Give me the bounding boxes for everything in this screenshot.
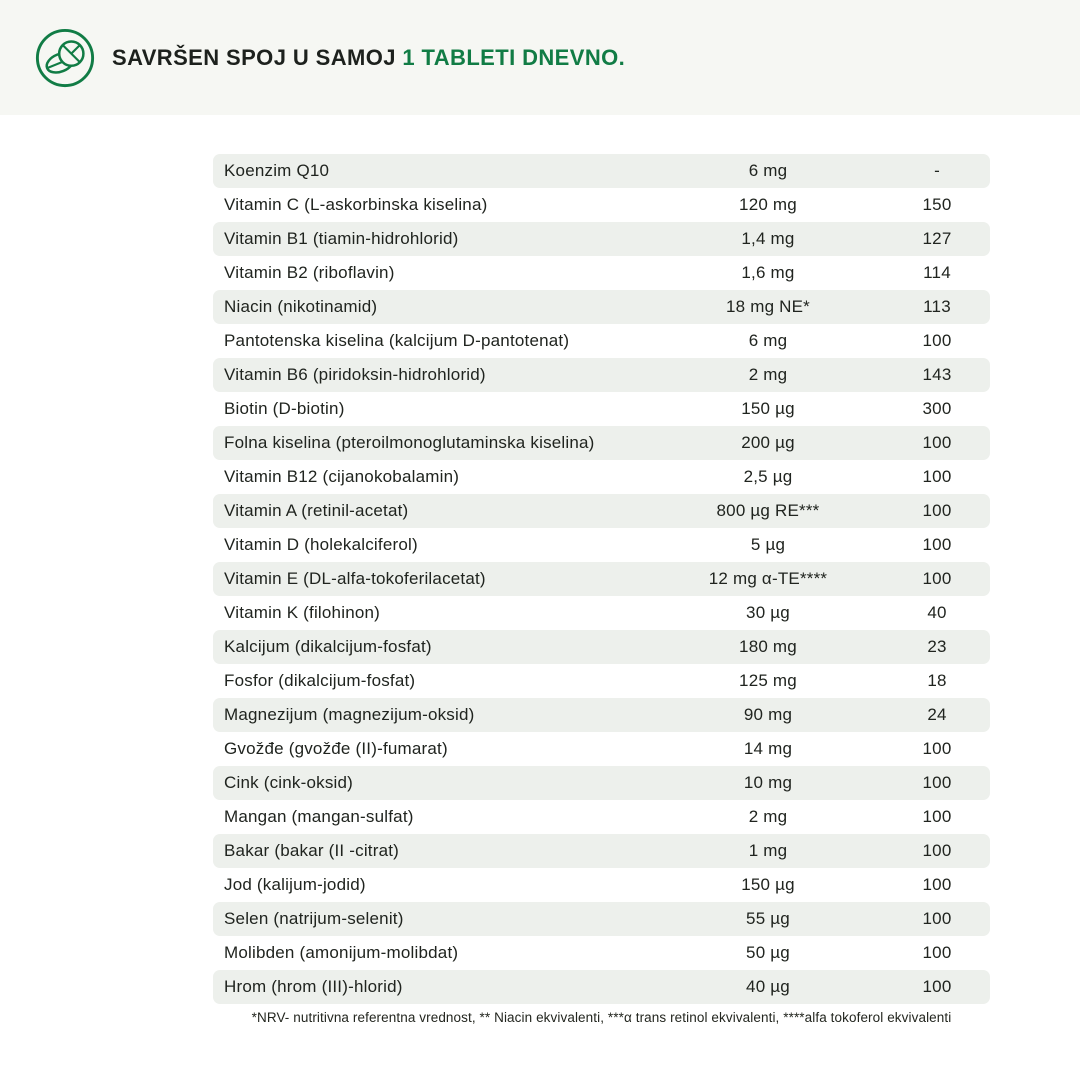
ingredient-amount: 200 µg [741,433,795,452]
nrv-percent: 100 [922,501,952,520]
nrv-percent: 143 [922,365,952,384]
ingredient-amount: 180 mg [739,637,797,656]
nrv-percent: 300 [922,399,952,418]
ingredient-name: Vitamin B1 (tiamin-hidrohlorid) [224,229,459,248]
ingredient-amount: 1,6 mg [741,263,795,282]
ingredient-name: Vitamin C (L-askorbinska kiselina) [224,195,488,214]
ingredient-amount: 150 µg [741,399,795,418]
table-row [213,154,990,188]
table-row [213,528,990,562]
nrv-percent: 100 [922,331,952,350]
ingredient-name: Gvožđe (gvožđe (II)-fumarat) [224,739,448,758]
ingredient-amount: 6 mg [748,161,788,180]
ingredient-amount: 5 µg [750,535,786,554]
ingredient-name: Vitamin B12 (cijanokobalamin) [224,467,460,486]
table-row [213,290,990,324]
nrv-percent: 113 [923,297,951,316]
table-row [213,562,990,596]
ingredient-amount: 40 µg [746,977,790,996]
nrv-percent: 100 [922,569,952,588]
nrv-percent: 150 [922,195,952,214]
ingredient-amount: 30 µg [746,603,790,622]
table-row [213,698,990,732]
ingredient-name: Niacin (nikotinamid) [224,297,378,316]
ingredient-amount: 150 µg [741,875,795,894]
table-row [213,256,990,290]
ingredient-amount: 2 mg [748,365,788,384]
ingredient-name: Molibden (amonijum-molibdat) [224,943,459,962]
page-title-dark: SAVRŠEN SPOJ U SAMOJ [112,44,396,70]
ingredient-name: Bakar (bakar (II -citrat) [224,841,400,860]
ingredient-name: Kalcijum (dikalcijum-fosfat) [224,637,432,656]
nrv-percent: 100 [922,807,952,826]
ingredient-name: Pantotenska kiselina (kalcijum D-pantotenat) [224,331,570,350]
footnote: *NRV- nutritivna referentna vrednost, ** Niacin ekvivalenti, ***α trans retinol ekvivalenti, ****alfa tokoferol ekvivalenti [251,1010,952,1025]
nrv-percent: 18 [927,671,947,690]
nrv-percent: 40 [927,603,947,622]
ingredient-name: Vitamin D (holekalciferol) [224,535,418,554]
table-row [213,596,990,630]
nrv-percent: 100 [922,943,952,962]
ingredient-amount: 2,5 µg [743,467,793,486]
ingredient-amount: 10 mg [743,773,793,792]
table-row [213,460,990,494]
ingredient-amount: 120 mg [739,195,797,214]
nrv-percent: 100 [922,977,952,996]
ingredient-name: Jod (kalijum-jodid) [224,875,366,894]
ingredient-name: Cink (cink-oksid) [224,773,354,792]
nutrition-table [213,154,990,1004]
table-row [213,426,990,460]
ingredient-name: Folna kiselina (pteroilmonoglutaminska kiselina) [224,433,595,452]
table-row [213,732,990,766]
ingredient-name: Fosfor (dikalcijum-fosfat) [224,671,416,690]
table-row [213,766,990,800]
nrv-percent: 100 [922,875,952,894]
table-row [213,868,990,902]
table-row [213,358,990,392]
ingredient-amount: 55 µg [746,909,790,928]
nrv-percent: 24 [927,705,947,724]
ingredient-amount: 1,4 mg [741,229,795,248]
ingredient-name: Hrom (hrom (III)-hlorid) [224,977,403,996]
nrv-percent: 100 [922,841,952,860]
ingredient-name: Vitamin A (retinil-acetat) [224,501,409,520]
ingredient-amount: 50 µg [746,943,790,962]
ingredient-amount: 1 mg [748,841,788,860]
nrv-percent: 100 [922,433,952,452]
nrv-percent: 100 [922,909,952,928]
page-title [112,45,625,71]
nrv-percent: - [934,161,940,180]
ingredient-name: Vitamin B2 (riboflavin) [224,263,395,282]
nrv-percent: 114 [923,263,951,282]
ingredient-name: Biotin (D-biotin) [224,399,345,418]
table-row [213,970,990,1004]
ingredient-amount: 90 mg [743,705,793,724]
nrv-percent: 100 [922,739,952,758]
table-row [213,834,990,868]
table-row [213,902,990,936]
ingredient-name: Selen (natrijum-selenit) [224,909,404,928]
ingredient-name: Vitamin K (filohinon) [224,603,381,622]
ingredient-amount: 2 mg [748,807,788,826]
table-row [213,936,990,970]
tablets-icon [34,27,96,89]
ingredient-amount: 14 mg [743,739,793,758]
table-row [213,222,990,256]
ingredient-name: Koenzim Q10 [224,161,330,180]
header-banner [0,0,1080,115]
table-row [213,188,990,222]
table-row [213,392,990,426]
nrv-percent: 127 [922,229,952,248]
ingredient-name: Vitamin E (DL-alfa-tokoferilacetat) [224,569,486,588]
ingredient-name: Vitamin B6 (piridoksin-hidrohlorid) [224,365,486,384]
nrv-percent: 100 [922,535,952,554]
nrv-percent: 100 [922,467,952,486]
ingredient-amount: 800 µg RE*** [716,501,820,520]
ingredient-amount: 18 mg NE* [725,297,810,316]
page-title-green: 1 TABLETI DNEVNO. [402,44,626,70]
table-row [213,800,990,834]
table-row [213,664,990,698]
ingredient-amount: 12 mg α-TE**** [708,569,828,588]
ingredient-amount: 6 mg [748,331,788,350]
table-row [213,630,990,664]
table-row [213,324,990,358]
nrv-percent: 100 [922,773,952,792]
ingredient-name: Mangan (mangan-sulfat) [224,807,414,826]
ingredient-name: Magnezijum (magnezijum-oksid) [224,705,475,724]
ingredient-amount: 125 mg [739,671,797,690]
table-row [213,494,990,528]
nrv-percent: 23 [927,637,947,656]
